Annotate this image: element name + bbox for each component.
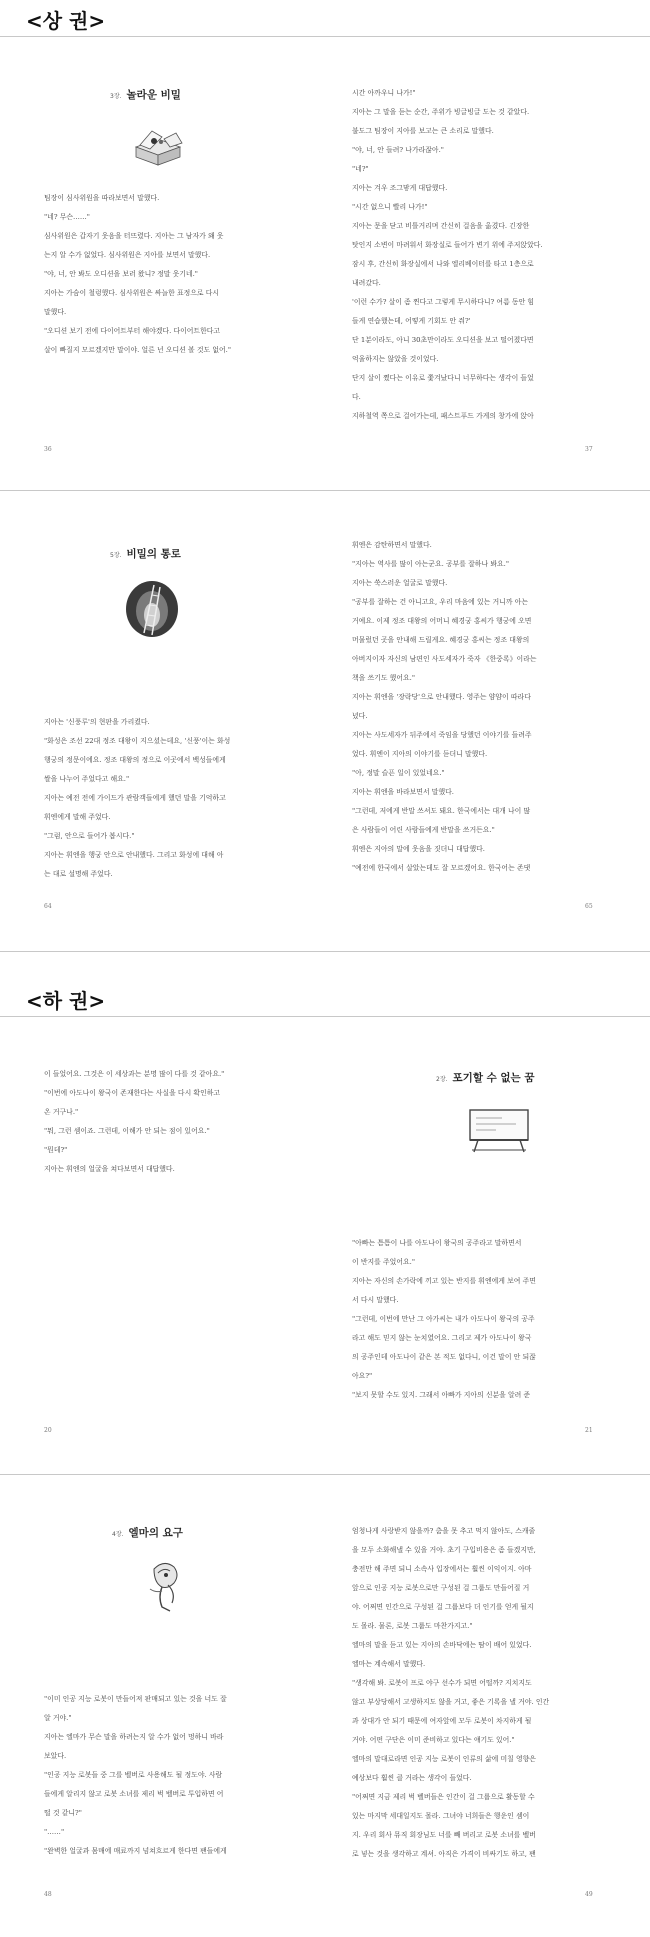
book-spread-4: [0, 1475, 650, 1937]
book-spread-2: [0, 491, 650, 951]
text-line: 로 넣는 것을 생각하고 계셔. 아직은 가격이 비싸기도 하고, 팬: [352, 1850, 536, 1858]
text-line: 살이 빠질지 모르겠지만 말이야. 얼른 넌 오디션 볼 것도 없어.": [44, 346, 232, 354]
page-number-right: 65: [585, 903, 593, 910]
text-line: 도 몰라. 물론, 로봇 그룹도 마찬가지고.": [352, 1622, 473, 1630]
text-line: "뭔데?": [44, 1146, 68, 1154]
text-line: 앞으로 인공 지능 로봇으로만 구성된 걸 그룹도 만들어질 거: [352, 1584, 530, 1592]
text-line: "그런데, 저에게 반말 쓰셔도 돼요. 한국에서는 대개 나이 많: [352, 807, 531, 815]
text-line: "공부를 잘하는 건 아니고요, 우리 마음에 있는 거니까 아는: [352, 598, 528, 606]
text-line: 억울하지는 않았을 것이었다.: [352, 355, 439, 363]
divider: [0, 951, 650, 952]
text-line: 행궁의 정문이에요. 정조 대왕의 정으로 이곳에서 백성들에게: [44, 756, 226, 764]
text-line: 말했다.: [44, 308, 67, 316]
text-line: 거야. 어떤 구단은 이미 준비하고 있다는 얘기도 있어.": [352, 1736, 515, 1744]
text-line: 지. 우리 회사 뮤직 회장님도 너를 빼 버리고 로봇 소녀를 벨버: [352, 1831, 536, 1839]
text-line: 지아는 문을 닫고 비틀거리며 간신히 걸음을 옮겼다. 긴장한: [352, 222, 530, 230]
text-line: 엘마의 말대로라면 인공 지능 로봇이 인류의 삶에 미칠 영향은: [352, 1755, 536, 1763]
text-line: 서 다시 말했다.: [352, 1296, 399, 1304]
text-line: 휘엔에게 말해 주었다.: [44, 813, 111, 821]
text-line: 지하철역 쪽으로 걸어가는데, 패스트푸드 가게의 창가에 앉아: [352, 412, 534, 420]
text-line: 단 1분이라도, 아니 30초만이라도 오디션을 보고 떨어졌다면: [352, 336, 534, 344]
text-line: 야. 어쩌면 인간으로 구성된 걸 그룹보다 더 인기를 얻게 될지: [352, 1603, 534, 1611]
text-line: 팀장이 심사위원을 따라보면서 말했다.: [44, 194, 160, 202]
text-line: 지아는 그 말을 듣는 순간, 주위가 빙글빙글 도는 것 같았다.: [352, 108, 530, 116]
chapter-number: 4장.: [112, 1531, 124, 1538]
chapter-title: [110, 546, 181, 561]
text-line: 지아는 가슴이 철렁했다. 심사위원은 싸늘한 표정으로 다시: [44, 289, 220, 297]
text-line: 었다. 휘엔이 지아의 이야기를 듣더니 말했다.: [352, 750, 488, 758]
left-page-text: [44, 713, 230, 884]
open-box-illustration: [128, 127, 188, 171]
chapter-name: 비밀의 통로: [126, 548, 181, 560]
upper-volume-heading: <상 권>: [26, 9, 106, 33]
text-line: 잠시 후, 간신히 화장실에서 나와 엘리베이터를 타고 1층으로: [352, 260, 534, 268]
right-page-text: [352, 84, 543, 426]
page-number-left: 36: [44, 446, 52, 453]
text-line: 의 공주인데 아도나이 같은 본 적도 없다니, 이건 말이 안 되잖: [352, 1353, 536, 1361]
lower-volume-heading: <하 권>: [26, 989, 106, 1013]
page-number-left: 48: [44, 1891, 52, 1898]
text-line: "시간 없으니 빨리 나가!": [352, 203, 428, 211]
book-spread-1: [0, 37, 650, 490]
text-line: 떨 것 같니?": [44, 1809, 82, 1817]
text-line: "어쩌면 지금 제리 벅 벨버들은 인간이 걸 그룹으로 활동할 수: [352, 1793, 535, 1801]
left-page-text: [44, 189, 231, 360]
text-line: 보았다.: [44, 1752, 67, 1760]
text-line: 지아는 휘엔을 바라보면서 말했다.: [352, 788, 454, 796]
robot-figure-illustration: [140, 1559, 188, 1619]
text-line: 엘마는 계속해서 말했다.: [352, 1660, 426, 1668]
text-line: 시간 아까우니 나가!": [352, 89, 416, 97]
page-number-left: 64: [44, 903, 52, 910]
text-line: 심사위원은 갑자기 웃음을 터뜨렸다. 지아는 그 남자가 왜 웃: [44, 232, 224, 240]
left-page-text: [44, 1065, 224, 1179]
text-line: 들에게 알리지 않고 로봇 소녀를 제리 벅 벨버로 투입하면 어: [44, 1790, 224, 1798]
text-line: 이 들었어요. 그것은 이 세상과는 분명 많이 다를 것 같아요.": [44, 1070, 225, 1078]
text-line: 라고 해도 믿지 않는 눈치였어요. 그리고 제가 아도나이 왕국: [352, 1334, 532, 1342]
text-line: 은 사람들이 어린 사람들에게 반말을 쓰거든요.": [352, 826, 495, 834]
text-line: 이 반지를 주었어요.": [352, 1258, 415, 1266]
text-line: "야, 너, 안 들려? 나가라잖아.": [352, 146, 444, 154]
text-line: "이미 인공 지능 로봇이 만들어져 판매되고 있는 것을 너도 잘: [44, 1695, 227, 1703]
text-line: "화성은 조선 22대 정조 대왕이 지으셨는데요, '신풍'이는 화성: [44, 737, 231, 745]
chapter-number: 3장.: [110, 93, 122, 100]
text-line: "네?": [352, 165, 369, 173]
text-line: 쌀을 나누어 주었다고 해요.": [44, 775, 130, 783]
page-number-right: 49: [585, 1891, 593, 1898]
text-line: 단지 살이 쪘다는 이유로 쫓겨났다니 너무하다는 생각이 들었: [352, 374, 534, 382]
text-line: 온 거구나.": [44, 1108, 79, 1116]
page-number-right: 21: [585, 1427, 593, 1434]
chapter-name: 놀라운 비밀: [126, 89, 181, 101]
left-page-text: [44, 1690, 227, 1861]
whiteboard-illustration: [466, 1106, 532, 1158]
text-line: 녔다.: [352, 712, 368, 720]
text-line: "……": [44, 1828, 65, 1836]
text-line: 엄청나게 사랑받지 않을까? 춤을 못 추고 먹지 않아도, 스캐줄: [352, 1527, 536, 1535]
text-line: 는지 알 수가 없었다. 심사위원은 지아를 보면서 말했다.: [44, 251, 211, 259]
text-line: 지아는 '신풍루'의 현판을 가리켰다.: [44, 718, 150, 726]
right-page-text: [352, 536, 536, 878]
text-line: 휘엔은 감탄하면서 말했다.: [352, 541, 432, 549]
text-line: "야, 너, 안 봐도 오디션을 보러 왔니? 정말 웃기네.": [44, 270, 198, 278]
page-number-right: 37: [585, 446, 593, 453]
text-line: 휘엔은 지아의 말에 웃음을 짓더니 대답했다.: [352, 845, 485, 853]
text-line: "지아는 역사를 많이 아는군요. 공부를 잘하나 봐요.": [352, 560, 509, 568]
chapter-title: [112, 1525, 183, 1540]
text-line: 아요?": [352, 1372, 373, 1380]
text-line: "아, 정말 슬픈 일이 있었네요.": [352, 769, 445, 777]
text-line: 지아는 휘엔을 '장락당'으로 안내했다. 영주는 얌얌이 따라다: [352, 693, 531, 701]
text-line: 예상보다 훨씬 클 거라는 생각이 들었다.: [352, 1774, 472, 1782]
text-line: 알 거야.": [44, 1714, 72, 1722]
text-line: 다.: [352, 393, 361, 401]
text-line: 는 대로 설명해 주었다.: [44, 870, 113, 878]
text-line: 충전만 해 주면 되니 소속사 입장에서는 훨씬 이익이지. 아마: [352, 1565, 532, 1573]
text-line: "그럼, 안으로 들어가 봅시다.": [44, 832, 135, 840]
text-line: 과 상대가 안 되기 때문에 여자앞에 모두 로봇이 차지하게 될: [352, 1717, 532, 1725]
text-line: 엘마의 말을 듣고 있는 지아의 손바닥에는 땀이 배어 있었다.: [352, 1641, 532, 1649]
text-line: 지아는 예전 전에 가이드가 관람객들에게 했던 말을 기억하고: [44, 794, 226, 802]
text-line: 아버지이자 자신의 남편인 사도세자가 죽자 《한중록》이라는: [352, 655, 537, 663]
text-line: 머물렀던 곳을 안내해 드릴게요. 혜경궁 홍씨는 정조 대왕의: [352, 636, 530, 644]
chapter-number: 2장.: [436, 1076, 448, 1083]
chapter-name: 포기할 수 없는 꿈: [452, 1072, 535, 1084]
text-line: 지아는 자신의 손가락에 끼고 있는 반지를 휘엔에게 보여 주면: [352, 1277, 536, 1285]
chapter-title: [110, 87, 181, 102]
text-line: "보지 못할 수도 있지. 그래서 아빠가 지아의 신분을 알려 준: [352, 1391, 531, 1399]
text-line: 불도그 팀장이 지아를 보고는 큰 소리로 말했다.: [352, 127, 494, 135]
text-line: 지아는 겨우 조그맣게 대답했다.: [352, 184, 448, 192]
text-line: "아빠는 틈틈이 나를 아도나이 왕국의 공주라고 말하면서: [352, 1239, 522, 1247]
book-spread-3: [0, 1017, 650, 1474]
text-line: 지아는 쑥스러운 얼굴로 말했다.: [352, 579, 448, 587]
tunnel-ladder-illustration: [122, 577, 182, 643]
text-line: "인공 지능 로봇들 중 그를 벨버로 사용해도 될 정도야. 사람: [44, 1771, 223, 1779]
text-line: "이번에 아도나이 왕국이 존재한다는 사실을 다시 확인하고: [44, 1089, 221, 1097]
text-line: 지아는 휘엔의 얼굴을 쳐다보면서 대답했다.: [44, 1165, 175, 1173]
text-line: 않고 부상당해서 고생하지도 않을 거고, 좋은 기록을 낼 거야. 인간: [352, 1698, 550, 1706]
text-line: "오디션 보기 전에 다이어트부터 해야겠다. 다이어트한다고: [44, 327, 221, 335]
text-line: "네? 무슨……": [44, 213, 90, 221]
text-line: 책을 쓰기도 했어요.": [352, 674, 415, 682]
text-line: 들게 연습했는데, 어떻게 기회도 안 줘?': [352, 317, 471, 325]
text-line: "뭐, 그런 셈이죠. 그런데, 이해가 안 되는 점이 있어요.": [44, 1127, 210, 1135]
chapter-name: 엘마의 요구: [128, 1527, 183, 1539]
text-line: 지아는 사도세자가 뒤주에서 죽임을 당했던 이야기를 들려주: [352, 731, 532, 739]
text-line: 지아는 휘엔을 행궁 안으로 안내했다. 그리고 화성에 대해 아: [44, 851, 224, 859]
text-line: 있는 마지막 세대일지도 몰라. 그녀야 너희들은 행운인 셈이: [352, 1812, 530, 1820]
text-line: "생각해 봐. 로봇이 프로 야구 선수가 되면 어떨까? 지치지도: [352, 1679, 532, 1687]
text-line: 거예요. 이제 정조 대왕의 어머니 혜경궁 홍씨가 행궁에 오면: [352, 617, 532, 625]
text-line: "예전에 한국에서 살았는데도 잘 모르겠어요. 한국어는 존댓: [352, 864, 531, 872]
right-page-text: [352, 1234, 536, 1405]
text-line: 내려갔다.: [352, 279, 381, 287]
right-page-text: [352, 1522, 549, 1864]
text-line: 지아는 엘마가 무슨 말을 하려는지 알 수가 없어 멍하니 바라: [44, 1733, 224, 1741]
text-line: "완벽한 얼굴과 몸매에 매료까지 넘쳐흐르게 한다면 팬들에게: [44, 1847, 227, 1855]
text-line: 탓인지 소변이 마려워서 화장실로 들어가 변기 위에 주저앉았다.: [352, 241, 543, 249]
chapter-title: [436, 1070, 535, 1085]
text-line: "그런데, 이번에 만난 그 아가씨는 내가 아도나이 왕국의 공주: [352, 1315, 535, 1323]
page-number-left: 20: [44, 1427, 52, 1434]
text-line: '이런 수가? 살이 좀 찐다고 그렇게 무시하다니? 여름 동안 힘: [352, 298, 535, 306]
text-line: 을 모두 소화해낼 수 있을 거야. 초기 구입비용은 좀 들겠지만,: [352, 1546, 536, 1554]
chapter-number: 5장.: [110, 552, 122, 559]
